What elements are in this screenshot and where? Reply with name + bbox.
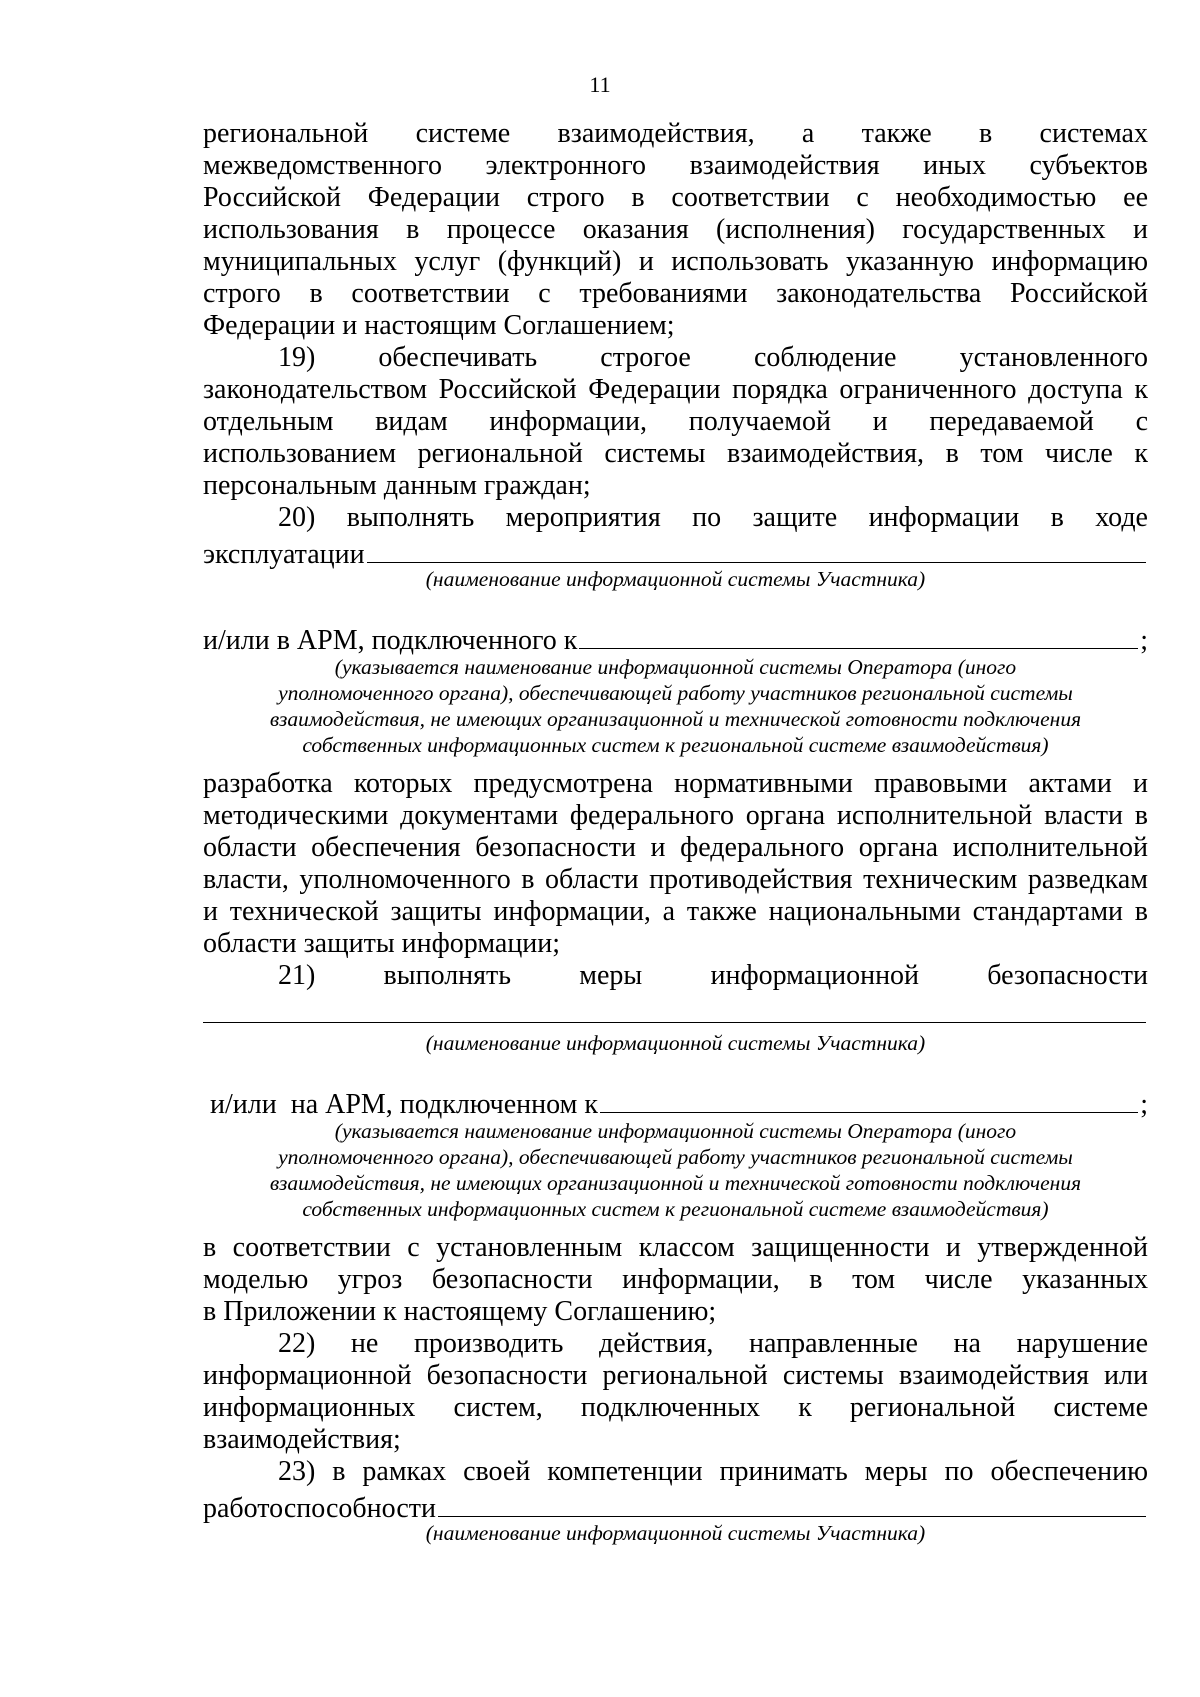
text-line: муниципальных услуг (функций) и использовать указанную информацию — [203, 246, 1148, 277]
text-line: моделью угроз безопасности информации, в том числе указанных — [203, 1264, 1148, 1295]
field-caption: (указывается наименование информационной системы Оператора (иного — [334, 655, 1017, 679]
fill-in-line — [203, 620, 1148, 656]
list-item-23: 23) в рамках своей компетенции принимать меры по обеспечению — [278, 1456, 1148, 1487]
text-line: методическими документами федерального органа исполнительной власти в — [203, 800, 1148, 831]
field-caption: уполномоченного органа), обеспечивающей работу участников региональной системы — [278, 1145, 1073, 1169]
field-caption: уполномоченного органа), обеспечивающей работу участников региональной системы — [278, 681, 1073, 705]
field-caption: (наименование информационной системы Участника) — [425, 1521, 926, 1545]
text-line: использованием региональной системы взаимодействия, в том числе к — [203, 438, 1148, 469]
text-line: области защиты информации; — [203, 928, 561, 959]
blank-underline — [367, 534, 1146, 563]
list-item-19: 19) обеспечивать строгое соблюдение установленного — [278, 342, 1148, 373]
text-line: Федерации и настоящим Соглашением; — [203, 310, 675, 341]
fill-in-line — [210, 1084, 1148, 1120]
text-line: межведомственного электронного взаимодействия иных субъектов — [203, 150, 1148, 181]
fill-in-line — [203, 1488, 1148, 1524]
fill-in-prefix: и/или в АРМ, подключенного к — [203, 625, 578, 656]
text-line: региональной системе взаимодействия, а также в системах — [203, 118, 1148, 149]
page-number: 11 — [589, 72, 611, 97]
text-line: взаимодействия; — [203, 1424, 401, 1455]
field-caption: собственных информационных систем к региональной системе взаимодействия) — [302, 733, 1049, 757]
text-line: в Приложении к настоящему Соглашению; — [203, 1296, 717, 1327]
text-line: области обеспечения безопасности и федерального органа исполнительной — [203, 832, 1148, 863]
list-item-20: 20) выполнять мероприятия по защите информации в ходе — [278, 502, 1148, 533]
fill-in-prefix: работоспособности — [203, 1493, 436, 1524]
field-caption: (наименование информационной системы Участника) — [425, 567, 926, 591]
field-caption: (наименование информационной системы Участника) — [425, 1031, 926, 1055]
text-line: власти, уполномоченного в области противодействия техническим разведкам — [203, 864, 1148, 895]
text-line: персональным данным граждан; — [203, 470, 591, 501]
field-caption: взаимодействия, не имеющих организационной и технической готовности подключения — [269, 707, 1082, 731]
field-caption: взаимодействия, не имеющих организационной и технической готовности подключения — [269, 1171, 1082, 1195]
field-caption: (указывается наименование информационной системы Оператора (иного — [334, 1119, 1017, 1143]
list-item-22: 22) не производить действия, направленные на нарушение — [278, 1328, 1148, 1359]
fill-in-prefix: эксплуатации — [203, 539, 365, 570]
fill-in-line — [203, 534, 1148, 570]
text-line: использования в процессе оказания (исполнения) государственных и — [203, 214, 1148, 245]
blank-underline — [600, 1084, 1138, 1113]
text-line: Российской Федерации строго в соответствии с необходимостью ее — [203, 182, 1148, 213]
fill-in-suffix: ; — [1140, 625, 1148, 656]
text-line: информационных систем, подключенных к региональной системе — [203, 1392, 1148, 1423]
blank-underline — [203, 1022, 1146, 1023]
fill-in-prefix: и/или на АРМ, подключенном к — [210, 1089, 598, 1120]
text-line: информационной безопасности региональной системы взаимодействия или — [203, 1360, 1148, 1391]
text-line: строго в соответствии с требованиями законодательства Российской — [203, 278, 1148, 309]
blank-underline — [438, 1488, 1146, 1517]
text-line: и технической защиты информации, а также национальными стандартами в — [203, 896, 1148, 927]
text-line: отдельным видам информации, получаемой и передаваемой с — [203, 406, 1148, 437]
blank-underline — [579, 620, 1138, 649]
fill-in-suffix: ; — [1140, 1089, 1148, 1120]
text-line: в соответствии с установленным классом защищенности и утвержденной — [203, 1232, 1148, 1263]
text-line: законодательством Российской Федерации порядка ограниченного доступа к — [203, 374, 1148, 405]
list-item-21: 21) выполнять меры информационной безопасности — [278, 960, 1148, 991]
text-line: разработка которых предусмотрена нормативными правовыми актами и — [203, 768, 1148, 799]
field-caption: собственных информационных систем к региональной системе взаимодействия) — [302, 1197, 1049, 1221]
